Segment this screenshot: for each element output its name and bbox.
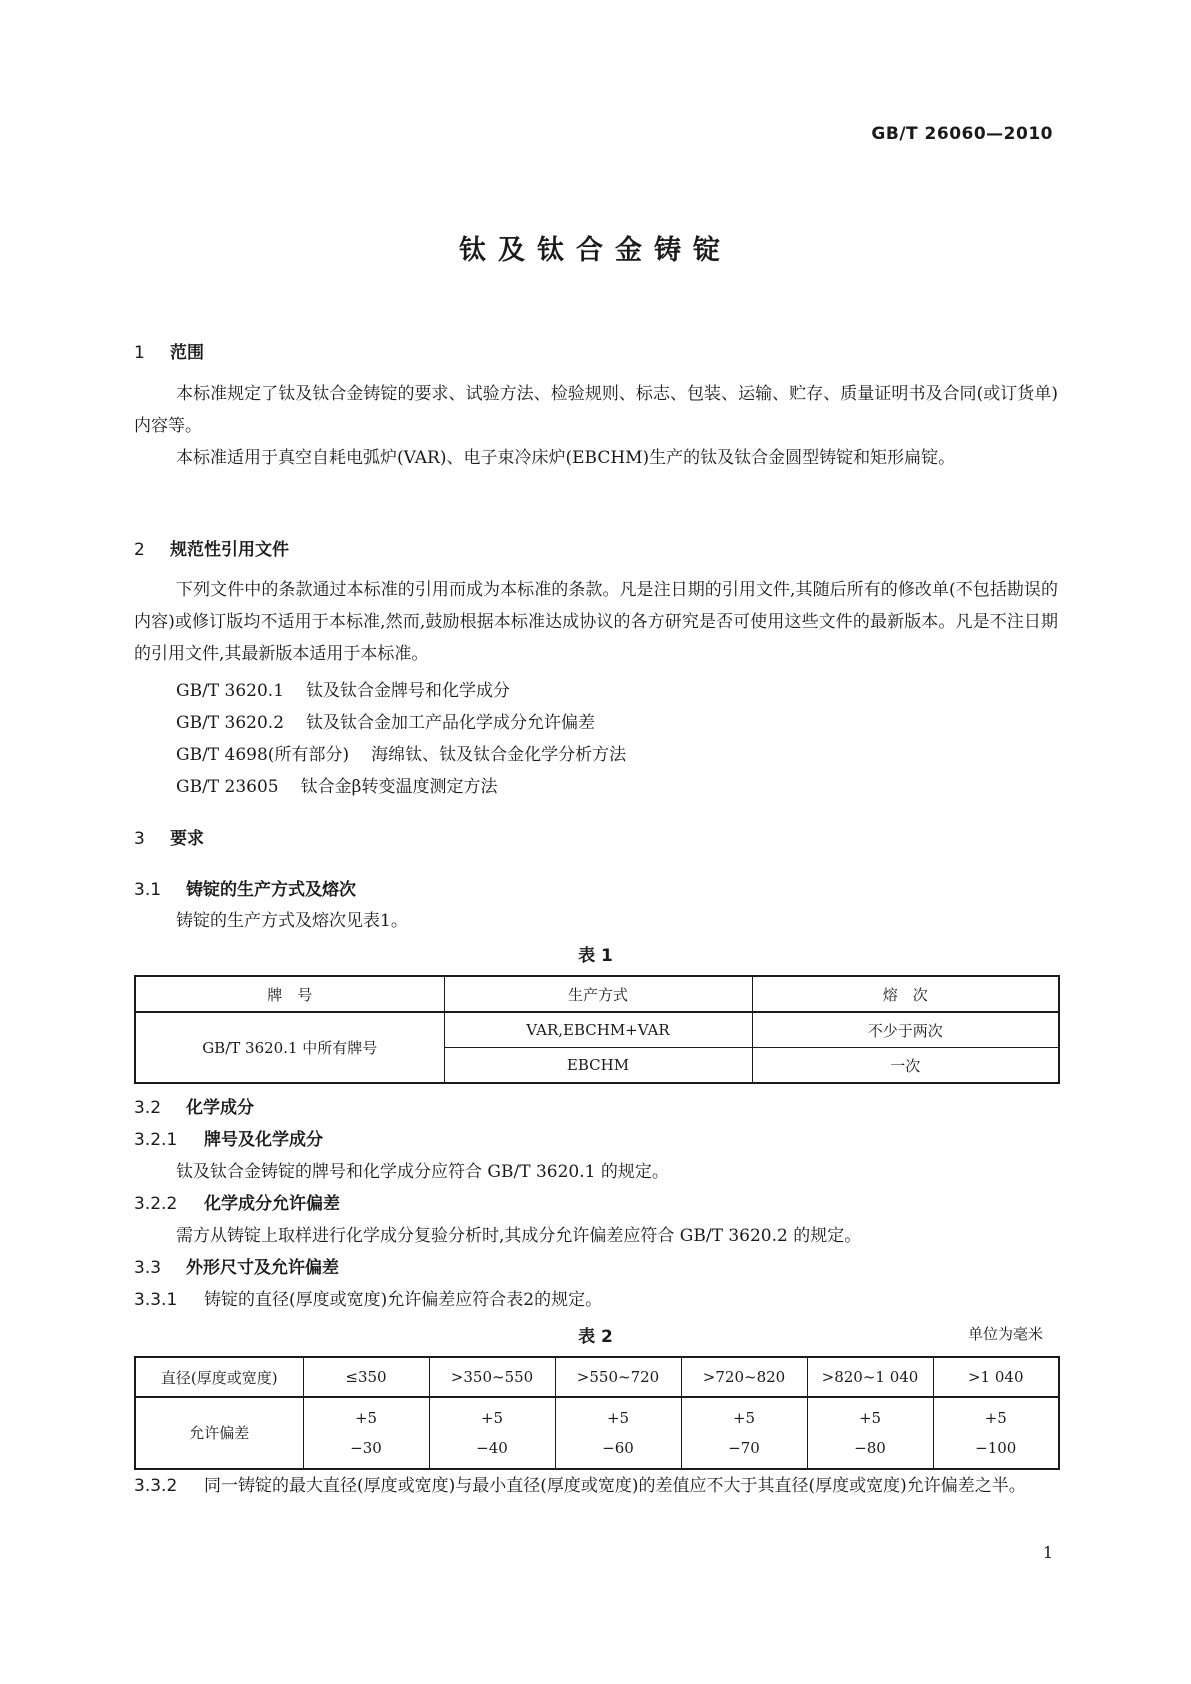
subsection-heading-3-2 bbox=[134, 1093, 254, 1118]
section-title: 铸锭的生产方式及熔次 bbox=[186, 880, 356, 900]
clause-text: 同一铸锭的最大直径(厚度或宽度)与最小直径(厚度或宽度)的差值应不大于其直径(厚度或宽度)允许偏差之半。 bbox=[204, 1476, 1026, 1496]
page-number: 1 bbox=[1042, 1543, 1053, 1562]
range-header: >550~720 bbox=[555, 1357, 681, 1397]
reference-code: GB/T 23605 bbox=[176, 777, 279, 797]
range-header: >720~820 bbox=[681, 1357, 807, 1397]
paragraph: 钛及钛合金铸锭的牌号和化学成分应符合 GB/T 3620.1 的规定。 bbox=[176, 1162, 669, 1182]
tolerance-cell bbox=[555, 1397, 681, 1469]
tolerance-cell bbox=[681, 1397, 807, 1469]
range-header: ≤350 bbox=[303, 1357, 429, 1397]
row-label: 允许偏差 bbox=[135, 1397, 303, 1469]
standard-code: GB/T 26060—2010 bbox=[871, 124, 1053, 144]
tolerance-plus: +5 bbox=[354, 1409, 378, 1427]
section-number: 3.3.2 bbox=[134, 1476, 178, 1496]
tolerance-plus: +5 bbox=[732, 1409, 756, 1427]
section-number: 3.2.2 bbox=[134, 1194, 178, 1214]
section-title: 化学成分允许偏差 bbox=[204, 1194, 340, 1214]
table-header-row bbox=[135, 976, 1059, 1012]
paragraph bbox=[134, 574, 1058, 670]
tolerance-cell bbox=[303, 1397, 429, 1469]
reference-item bbox=[176, 676, 510, 701]
range-header: >350~550 bbox=[429, 1357, 555, 1397]
subsection-heading-3-3 bbox=[134, 1253, 339, 1278]
table-row bbox=[135, 1012, 1059, 1048]
tolerance-cell bbox=[429, 1397, 555, 1469]
section-title: 化学成分 bbox=[186, 1098, 254, 1118]
tolerance-plus: +5 bbox=[606, 1409, 630, 1427]
table-2-caption: 表 2 bbox=[578, 1327, 613, 1347]
subsection-heading-3-2-1 bbox=[134, 1125, 323, 1150]
section-number: 3.3.1 bbox=[134, 1290, 178, 1310]
paragraph bbox=[134, 442, 1058, 474]
section-number: 3.2.1 bbox=[134, 1130, 178, 1150]
method-cell: VAR,EBCHM+VAR bbox=[444, 1012, 752, 1048]
melts-cell: 一次 bbox=[752, 1048, 1059, 1084]
melts-cell: 不少于两次 bbox=[752, 1012, 1059, 1048]
tolerance-plus: +5 bbox=[984, 1409, 1007, 1427]
paragraph: 铸锭的生产方式及熔次见表1。 bbox=[176, 911, 408, 931]
reference-title: 钛及钛合金加工产品化学成分允许偏差 bbox=[306, 713, 596, 733]
range-header: >1 040 bbox=[933, 1357, 1059, 1397]
section-number: 3 bbox=[134, 829, 145, 849]
reference-code: GB/T 4698(所有部分) bbox=[176, 745, 350, 765]
tolerance-plus: +5 bbox=[858, 1409, 882, 1427]
paragraph-text: 本标准规定了钛及钛合金铸锭的要求、试验方法、检验规则、标志、包装、运输、贮存、质量证明书及合同(或订货单)内容等。 bbox=[134, 384, 1058, 436]
row-label: 直径(厚度或宽度) bbox=[135, 1357, 303, 1397]
section-number: 2 bbox=[134, 540, 145, 560]
range-header: >820~1 040 bbox=[807, 1357, 933, 1397]
method-cell: EBCHM bbox=[444, 1048, 752, 1084]
tolerance-plus: +5 bbox=[480, 1409, 504, 1427]
tolerance-minus: −80 bbox=[854, 1439, 886, 1457]
tolerance-cell bbox=[933, 1397, 1059, 1469]
paragraph: 需方从铸锭上取样进行化学成分复验分析时,其成分允许偏差应符合 GB/T 3620.2 的规定。 bbox=[176, 1226, 862, 1246]
reference-code: GB/T 3620.2 bbox=[176, 713, 285, 733]
table-2-unit-note: 单位为毫米 bbox=[967, 1325, 1043, 1343]
clause-3-3-2 bbox=[134, 1470, 1058, 1502]
section-title: 牌号及化学成分 bbox=[204, 1130, 323, 1150]
section-title: 范围 bbox=[170, 343, 204, 363]
reference-code: GB/T 3620.1 bbox=[176, 681, 285, 701]
tolerance-minus: −60 bbox=[602, 1439, 634, 1457]
table-2 bbox=[134, 1356, 1060, 1470]
reference-item bbox=[176, 708, 595, 733]
section-number: 3.1 bbox=[134, 880, 162, 900]
paragraph-text: 下列文件中的条款通过本标准的引用而成为本标准的条款。凡是注日期的引用文件,其随后所有的修改单(不包括勘误的内容)或修订版均不适用于本标准,然而,鼓励根据本标准达成协议的各方研究是否可使用这些文件的最新版本。凡是不注日期的引用文件,其最新版本适用于本标准。 bbox=[134, 580, 1058, 664]
section-heading-1 bbox=[134, 338, 204, 363]
reference-title: 钛及钛合金牌号和化学成分 bbox=[306, 681, 511, 701]
column-header: 生产方式 bbox=[444, 976, 752, 1012]
section-number: 1 bbox=[134, 343, 145, 363]
section-heading-3 bbox=[134, 824, 204, 849]
reference-title: 海绵钛、钛及钛合金化学分析方法 bbox=[371, 745, 627, 765]
subsection-heading-3-1 bbox=[134, 875, 356, 900]
paragraph-text: 本标准适用于真空自耗电弧炉(VAR)、电子束冷床炉(EBCHM)生产的钛及钛合金圆型铸锭和矩形扁锭。 bbox=[176, 448, 956, 468]
reference-item bbox=[176, 772, 497, 797]
section-title: 要求 bbox=[170, 829, 204, 849]
tolerance-minus: −30 bbox=[350, 1439, 382, 1457]
document-title: 钛及钛合金铸锭 bbox=[459, 235, 732, 266]
column-header: 牌 号 bbox=[135, 976, 444, 1012]
section-title: 规范性引用文件 bbox=[170, 540, 289, 560]
grade-cell: GB/T 3620.1 中所有牌号 bbox=[135, 1012, 444, 1083]
subsection-heading-3-2-2 bbox=[134, 1189, 340, 1214]
reference-title: 钛合金β转变温度测定方法 bbox=[300, 777, 498, 797]
clause-text: 铸锭的直径(厚度或宽度)允许偏差应符合表2的规定。 bbox=[204, 1290, 603, 1310]
column-header: 熔 次 bbox=[752, 976, 1059, 1012]
clause-3-3-1 bbox=[134, 1285, 602, 1310]
reference-item bbox=[176, 740, 626, 765]
section-heading-2 bbox=[134, 535, 289, 560]
table-header-row bbox=[135, 1357, 1059, 1397]
paragraph bbox=[134, 378, 1058, 442]
tolerance-cell bbox=[807, 1397, 933, 1469]
section-number: 3.2 bbox=[134, 1098, 162, 1118]
section-title: 外形尺寸及允许偏差 bbox=[186, 1258, 339, 1278]
tolerance-minus: −100 bbox=[975, 1439, 1017, 1457]
tolerance-minus: −40 bbox=[476, 1439, 508, 1457]
table-row bbox=[135, 1397, 1059, 1469]
tolerance-minus: −70 bbox=[728, 1439, 760, 1457]
table-1-caption: 表 1 bbox=[578, 946, 613, 966]
table-1 bbox=[134, 975, 1060, 1084]
section-number: 3.3 bbox=[134, 1258, 162, 1278]
